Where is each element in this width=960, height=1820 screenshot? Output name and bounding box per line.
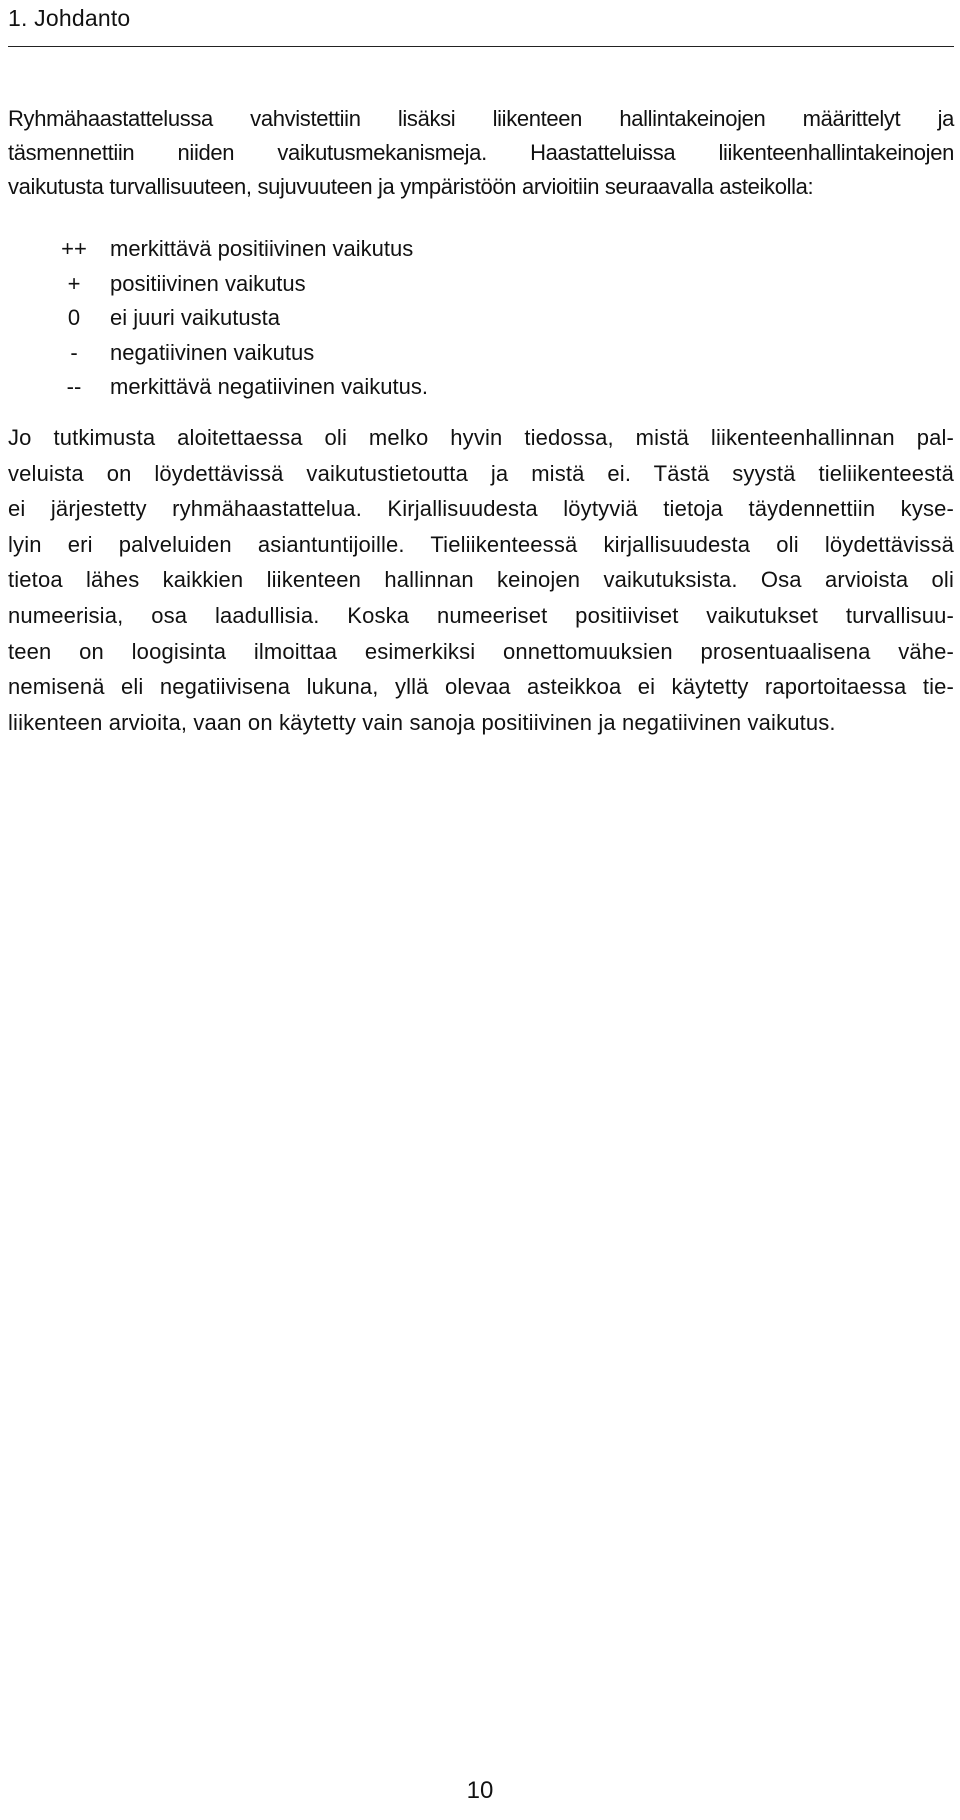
rating-scale-list [50, 232, 750, 405]
intro-line: vaikutusta turvallisuuteen, sujuvuuteen ja ympäristöön arvioitiin seuraavalla asteikolla: [8, 174, 814, 199]
body-line: ei järjestetty ryhmähaastattelua. Kirjallisuudesta löytyviä tietoja täydennettiin kyse- [8, 496, 954, 522]
scale-description: ei juuri vaikutusta [110, 305, 280, 330]
page-number: 10 [466, 1777, 494, 1804]
scale-symbol: ++ [61, 236, 87, 261]
scale-symbol: - [70, 339, 78, 365]
body-line: teen on loogisinta ilmoittaa esimerkiksi onnettomuuksien prosentuaalisena vähe- [8, 638, 954, 664]
intro-line: Ryhmähaastattelussa vahvistettiin lisäksi liikenteen hallintakeinojen määrittelyt ja [8, 106, 954, 131]
body-line: lyin eri palveluiden asiantuntijoille. Tieliikenteessä kirjallisuudesta oli löydettävissä [8, 531, 954, 557]
body-line: nemisenä eli negatiivisena lukuna, yllä olevaa asteikkoa ei käytetty raportoitaessa tie- [8, 674, 954, 700]
intro-paragraph [8, 102, 954, 204]
body-paragraph [8, 420, 954, 740]
scale-item-strong-negative [50, 370, 750, 405]
scale-symbol: + [67, 270, 81, 296]
scale-item-negative [50, 336, 750, 371]
scale-description: merkittävä positiivinen vaikutus [110, 236, 414, 261]
scale-description: merkittävä negatiivinen vaikutus. [110, 374, 428, 399]
intro-line: täsmennettiin niiden vaikutusmekanismeja. Haastatteluissa liikenteenhallintakeinojen [8, 140, 954, 165]
scale-symbol: 0 [67, 305, 81, 330]
scale-item-neutral [50, 301, 750, 336]
scale-symbol: -- [66, 374, 82, 399]
chapter-header [8, 4, 954, 47]
body-line: Jo tutkimusta aloitettaessa oli melko hyvin tiedossa, mistä liikenteenhallinnan pal- [8, 425, 954, 450]
scale-item-strong-positive [50, 232, 750, 267]
body-line: tietoa lähes kaikkien liikenteen hallinnan keinojen vaikutuksista. Osa arvioista oli [8, 567, 954, 593]
scale-item-positive [50, 267, 750, 302]
body-line: veluista on löydettävissä vaikutustietoutta ja mistä ei. Tästä syystä tieliikenteestä [8, 460, 954, 486]
chapter-title: 1. Johdanto [8, 5, 131, 31]
scale-description: negatiivinen vaikutus [110, 339, 315, 365]
body-line: liikenteen arvioita, vaan on käytetty vain sanoja positiivinen ja negatiivinen vaikutus. [8, 709, 836, 735]
scale-description: positiivinen vaikutus [110, 270, 306, 296]
body-line: numeerisia, osa laadullisia. Koska numeeriset positiiviset vaikutukset turvallisuu- [8, 602, 954, 628]
